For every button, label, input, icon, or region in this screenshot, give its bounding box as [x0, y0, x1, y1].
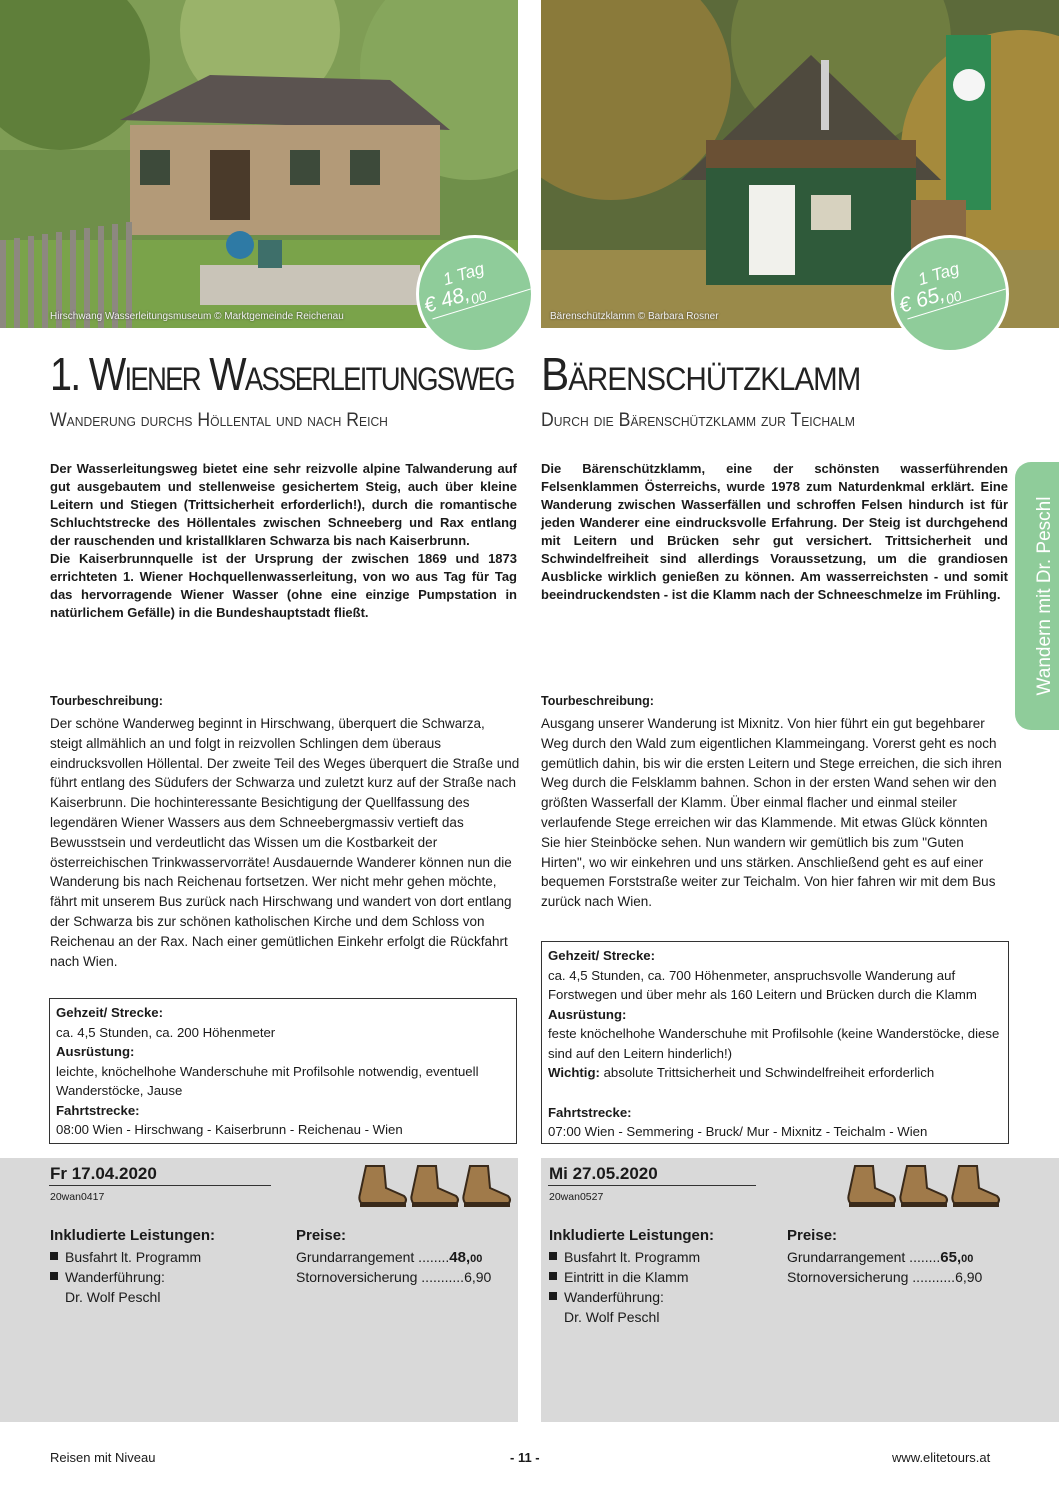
included-services-list [50, 1247, 201, 1307]
included-services-list [549, 1247, 700, 1327]
photo-caption: Hirschwang Wasserleitungsmuseum © Marktgemeinde Reichenau [50, 311, 344, 322]
badge-price: € $65,_{00}$ [896, 282, 964, 318]
walk-time-label: Gehzeit/ Strecke: [56, 1005, 164, 1020]
tour-intro [541, 460, 1008, 604]
tour-description-text: Der schöne Wanderweg beginnt in Hirschwang, überquert die Schwarza, steigt allmählich an und folgt in reizvollen Schlingen dem überaus eindrucksvollen Höllental. Der zweite Teil des Weges überquert die Straße und führt entlang des Südufers der Schwarza und zuletzt kurz auf der Straße nach Kaiserbrunn. Die hochinteressante Besichtigung der Quellfassung des legendären Wiener Wassers aus dem Schneebergmassiv vertieft das Bewusstsein und verdeutlicht das Wissen um die Kostbarkeit der österreichischen Trinkwasservorräte! Ausdauernde Wanderer können nun die Wanderung bis nach Reichenau fortsetzen. Wer nicht mehr gehen möchte, fährt mit unserem Bus zurück nach Hirschwang und wandert von dort entlang der Schwarza bis zur schönen katholischen Kirche und dem Schloss von Reichenau an der Rax. Nach einer gemütlichen Einkehr erfolgt die Rückfahrt nach Wien. [50, 716, 520, 969]
list-item: Dr. Wolf Peschl [65, 1289, 161, 1305]
walk-time-label: Gehzeit/ Strecke: [548, 948, 656, 963]
difficulty-rating [356, 1160, 512, 1210]
badge-days: 1 Tag [915, 258, 962, 290]
prices-heading: Preise: [296, 1227, 347, 1244]
list-item: Wanderführung: [549, 1287, 700, 1307]
tour-description-heading: Tourbeschreibung: [50, 694, 163, 708]
badge-price: € $48,_{00}$ [421, 282, 489, 318]
hiking-boot-icon [359, 1166, 406, 1207]
difficulty-rating [845, 1160, 1001, 1210]
route-value: 08:00 Wien - Hirschwang - Kaiserbrunn - Reichenau - Wien [56, 1122, 403, 1137]
list-item: Dr. Wolf Peschl [564, 1309, 660, 1325]
price-insurance: Stornoversicherung ...........6,90 [787, 1269, 983, 1285]
price-badge [416, 235, 534, 353]
hiking-boot-icon [848, 1166, 895, 1207]
section-side-tab [1015, 462, 1059, 730]
walk-time-value: ca. 4,5 Stunden, ca. 200 Höhenmeter [56, 1024, 276, 1040]
intro-paragraph: Der Wasserleitungsweg bietet eine sehr reizvolle alpine Talwanderung auf gut ausgebautem und stellenweise gesichertem Steig, auch über kleine Leitern und Stiegen (Trittsicherheit erforderlich!), durch die romantische Schluchtstrecke des Höllentales zwischen Schneeberg und Rax entlang der rauschenden und kristallklaren Schwarza bis nach Kaiserbrunn. [50, 461, 517, 548]
equipment-label: Ausrüstung: [548, 1006, 627, 1022]
walk-time-value: ca. 4,5 Stunden, ca. 700 Höhenmeter, anspruchsvolle Wanderung auf Forstwegen und über mehr als 160 Leitern und Brücken durch die Klamm [548, 967, 977, 1002]
tour-info-box [541, 941, 1009, 1144]
tour-column-wasserleitungsweg [0, 0, 518, 1497]
important-note: Wichtig: absolute Trittsicherheit und Schwindelfreiheit erforderlich [548, 1065, 935, 1080]
tour-date: Mi 27.05.2020 [549, 1164, 658, 1183]
intro-paragraph: Die Bärenschützklamm, eine der schönsten wasserführenden Felsenklammen Österreichs, wurde 1978 zum Naturdenkmal erklärt. Eine Wanderung zwischen Wasserfällen und schroffen Felsen hindurch ist für jeden Wanderer eine eindrucksvolle Erfahrung. Der Steig ist durchgehend mit Leitern und Brücken sehr gut versichert. Trittsicherheit und Schwindelfreiheit sind allerdings Voraussetzung, um die grandiosen Ausblicke wirklich genießen zu können. Am wasserreichsten - und somit beeindruckendsten - ist die Klamm nach der Schneeschmelze im Frühling. [541, 461, 1008, 602]
equipment-value: leichte, knöchelhohe Wanderschuhe mit Profilsohle notwendig, eventuell Wanderstöcke, Jause [56, 1063, 479, 1098]
footer-slogan: Reisen mit Niveau [50, 1450, 156, 1465]
route-label: Fahrtstrecke: [548, 1104, 632, 1120]
list-item: Eintritt in die Klamm [549, 1267, 700, 1287]
price-insurance: Stornoversicherung ...........6,90 [296, 1269, 492, 1285]
route-label: Fahrtstrecke: [56, 1102, 140, 1118]
hiking-boot-icon [411, 1166, 458, 1207]
tour-subtitle: Wanderung durchs Höllental und nach Reich [50, 410, 388, 431]
list-item: Busfahrt lt. Programm [50, 1247, 201, 1267]
footer-website: www.elitetours.at [892, 1450, 991, 1465]
included-services-heading: Inkludierte Leistungen: [549, 1227, 715, 1244]
included-services-heading: Inkludierte Leistungen: [50, 1227, 216, 1244]
tour-subtitle: Durch die Bärenschützklamm zur Teichalm [541, 410, 855, 431]
hiking-boot-icon [463, 1166, 510, 1207]
section-side-tab-label: Wandern mit Dr. Peschl [1034, 496, 1055, 696]
price-badge [891, 235, 1009, 353]
tour-date: Fr 17.04.2020 [50, 1164, 157, 1183]
list-item: Wanderführung: [50, 1267, 201, 1287]
list-item: Busfahrt lt. Programm [549, 1247, 700, 1267]
photo-caption: Bärenschützklamm © Barbara Rosner [550, 311, 719, 322]
tour-description-heading: Tourbeschreibung: [541, 694, 654, 708]
route-value: 07:00 Wien - Semmering - Bruck/ Mur - Mixnitz - Teichalm - Wien [548, 1124, 928, 1139]
tour-title: 1. Wiener Wasserleitungsweg [50, 348, 514, 400]
tour-code: 20wan0527 [549, 1191, 604, 1203]
price-base: Grundarrangement ........65,00 [787, 1249, 974, 1266]
price-base: Grundarrangement ........48,00 [296, 1249, 483, 1266]
prices-heading: Preise: [787, 1227, 838, 1244]
tour-description-text: Ausgang unserer Wanderung ist Mixnitz. Von hier führt ein gut begehbarer Weg durch den Wald zum eigentlichen Klammeingang. Vorerst geht es noch gemütlich dahin, bis wir die ersten Leitern und Stege erreichen, die sich ihren Weg durch die Felsklamm bahnen. Schon in der ersten Wand sehen wir den größten Wasserfall der Klamm. Über einmal flacher und einmal steiler verlaufende Stege erreichen wir das Klammende. Mit etwas Glück könnten Sie hier Steinböcke sehen. Nun wandern wir gemütlich bis zum "Guten Hirten", wo wir einkehren und uns stärken. Anschließend geht es auf einer bequemen Forststraße weiter zur Teichalm. Von hier fahren wir mit dem Bus zurück nach Wien. [541, 716, 1002, 910]
hiking-boot-icon [900, 1166, 947, 1207]
tour-intro [50, 460, 517, 622]
equipment-value: feste knöchelhohe Wanderschuhe mit Profilsohle (keine Wanderstöcke, diese sind auf den Leitern hinderlich!) [548, 1026, 1000, 1061]
hiking-boot-icon [952, 1166, 999, 1207]
intro-paragraph: Die Kaiserbrunnquelle ist der Ursprung der zwischen 1869 und 1873 errichteten 1. Wiener Hochquellenwasserleitung, von wo aus Tag für Tag das hervorragende Wiener Wasser (ohne eine einzige Pumpstation in natürlichem Gefälle) in die Bundeshauptstadt fließt. [50, 551, 517, 620]
tour-info-box [49, 998, 517, 1144]
tour-code: 20wan0417 [50, 1191, 105, 1203]
badge-days: 1 Tag [440, 258, 487, 290]
page-number: - 11 - [510, 1450, 540, 1465]
tour-column-baerenschuetzklamm [541, 0, 1059, 1497]
tour-title: Bärenschützklamm [541, 348, 861, 400]
equipment-label: Ausrüstung: [56, 1044, 135, 1059]
